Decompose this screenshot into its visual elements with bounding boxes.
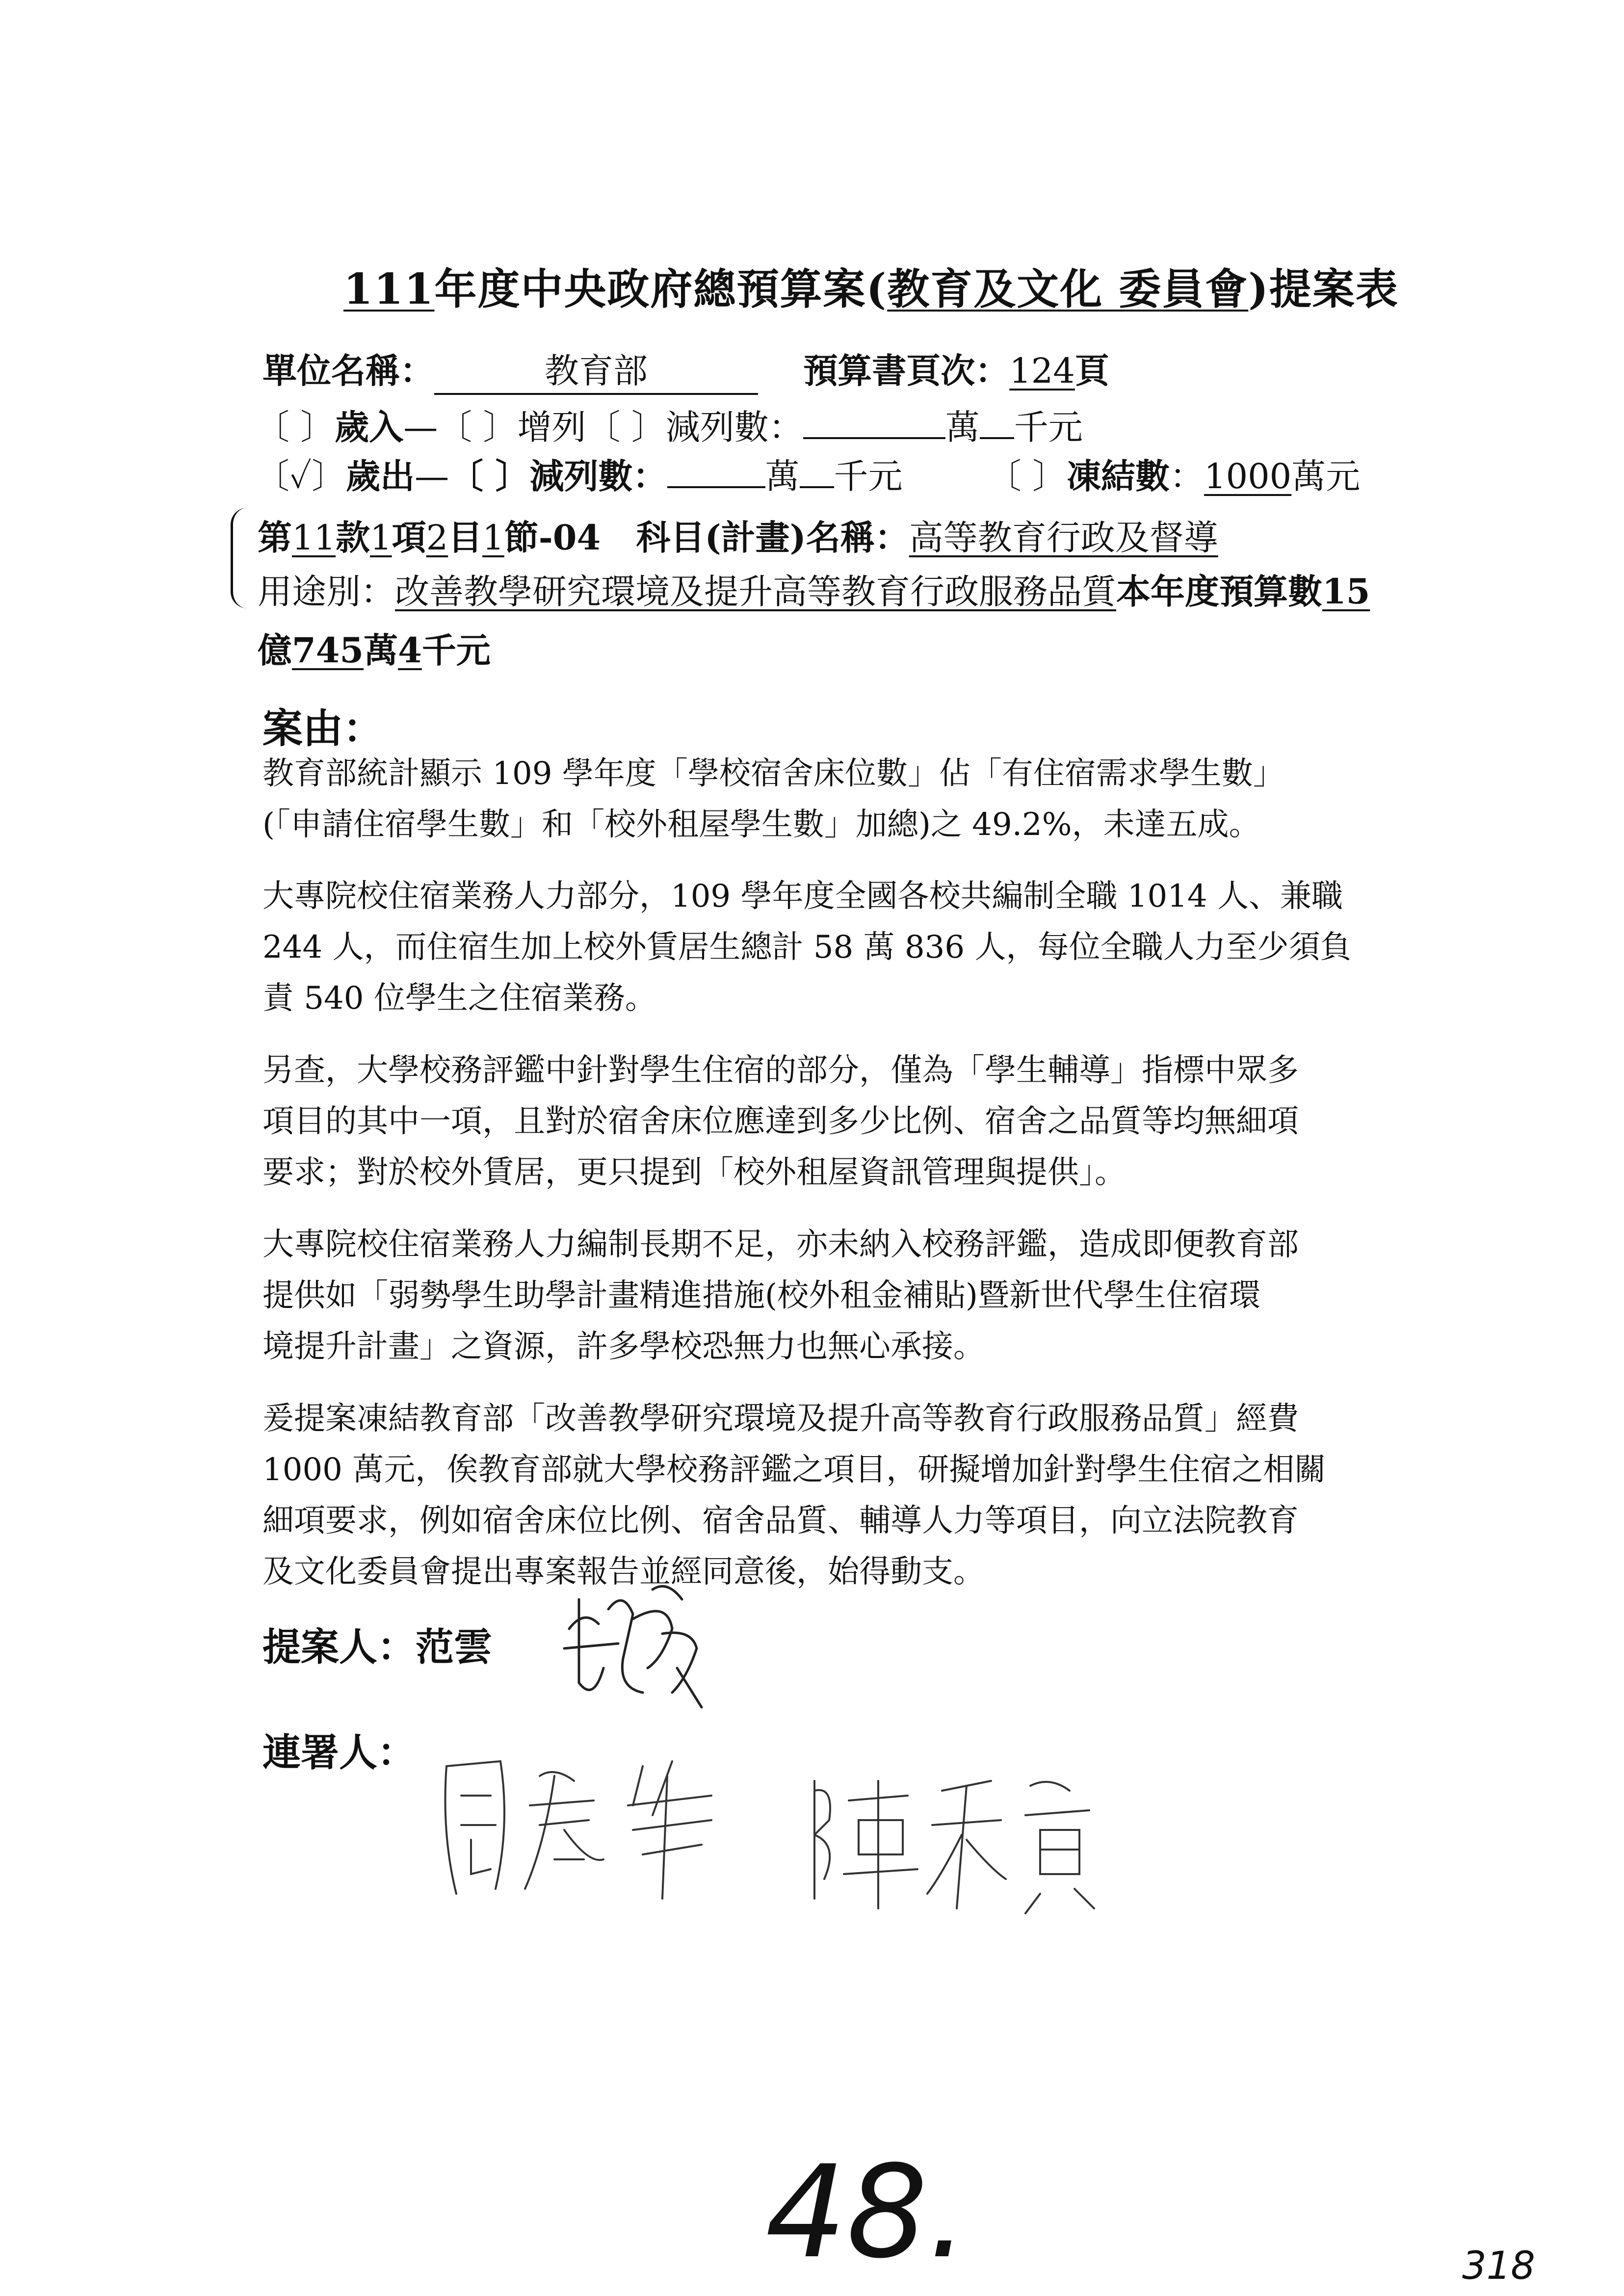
paragraph-line: 1000 萬元，俟教育部就大學校務評鑑之項目，研擬增加針對學生住宿之相關 <box>262 1452 1326 1488</box>
paragraph-line: 責 540 位學生之住宿業務。 <box>262 980 656 1017</box>
paragraph-line: 提供如「弱勢學生助學計畫精進措施(校外租金補貼)暨新世代學生住宿環 <box>262 1278 1260 1314</box>
budget-row <box>258 623 491 673</box>
paragraph-line: 大專院校住宿業務人力部分，109 學年度全國各校共編制全職 1014 人、兼職 <box>262 878 1343 914</box>
reason-heading: 案由： <box>262 705 384 752</box>
reason-paragraph-2 <box>262 871 1469 1024</box>
kuan-unit: 款 <box>336 517 370 558</box>
expense-checkbox-checked: 〔✓〕 <box>255 456 346 496</box>
revenue-label: 歲入 <box>335 407 404 447</box>
budget-yi-unit: 億 <box>258 630 292 671</box>
kuan-value: 11 <box>292 518 336 558</box>
xiang-unit: 項 <box>392 517 426 558</box>
title-year: 111 <box>343 264 435 314</box>
paragraph-line: (「申請住宿學生數」和「校外租屋學生數」加總)之 49.2%，未達五成。 <box>262 807 1260 843</box>
expense-cut-option: 〔 〕減列數： <box>449 456 667 496</box>
usage-row <box>258 564 1370 614</box>
revenue-wan-blank <box>803 407 945 439</box>
budget-wan-value: 745 <box>292 630 364 671</box>
page-number: 318 <box>1462 2244 1535 2288</box>
reason-paragraph-4 <box>262 1219 1469 1372</box>
page-title <box>343 255 1399 316</box>
cosigner-signature <box>795 1761 1109 1918</box>
freeze-colon: ： <box>1170 456 1205 496</box>
paragraph-line: 教育部統計顯示 109 學年度「學校宿舍床位數」佔「有住宿需求學生數」 <box>262 756 1284 792</box>
jie-value: 1 <box>482 518 504 558</box>
reason-paragraph-3 <box>262 1045 1469 1198</box>
proposer-row <box>262 1617 492 1671</box>
subject-label: 科目(計畫)名稱： <box>636 517 909 558</box>
reason-paragraph-5 <box>262 1393 1469 1597</box>
freeze-checkbox: 〔 〕 <box>987 456 1067 496</box>
page-ref-label: 預算書頁次： <box>803 350 1010 391</box>
subject-value: 高等教育行政及督導 <box>909 518 1218 558</box>
mu-unit: 目 <box>448 517 483 558</box>
budget-qian-value: 4 <box>398 630 422 671</box>
paragraph-line: 爰提案凍結教育部「改善教學研究環境及提升高等教育行政服務品質」經費 <box>262 1401 1299 1437</box>
expense-label: 歲出 <box>346 456 415 496</box>
unit-row <box>262 343 1109 395</box>
jie-unit: 節-04 <box>504 517 601 558</box>
proposer-label: 提案人： <box>262 1625 416 1670</box>
expense-dash: — <box>415 456 449 496</box>
proposer-signature <box>550 1570 726 1717</box>
page-ref-value: 124 <box>1009 351 1075 391</box>
paragraph-line: 細項要求，例如宿舍床位比例、宿舍品質、輔導人力等項目，向立法院教育 <box>262 1503 1299 1539</box>
unit-value: 教育部 <box>434 343 758 395</box>
kuan-prefix: 第 <box>258 517 292 558</box>
proposer-name: 范雲 <box>416 1625 493 1670</box>
revenue-qian-blank <box>980 407 1014 439</box>
expense-wan-blank <box>667 456 765 488</box>
item-bracket <box>231 508 253 608</box>
cosigner-signature <box>427 1747 741 1908</box>
paragraph-line: 大專院校住宿業務人力編制長期不足，亦未納入校務評鑑，造成即便教育部 <box>262 1226 1299 1263</box>
budget-qian-unit: 千元 <box>421 630 491 671</box>
usage-value: 改善教學研究環境及提升高等教育行政服務品質 <box>395 572 1116 612</box>
revenue-cut-option: 〔 〕減列數： <box>586 407 803 447</box>
unit-label: 單位名稱： <box>262 350 434 391</box>
freeze-label: 凍結數 <box>1067 456 1170 496</box>
paragraph-line: 要求；對於校外賃居，更只提到「校外租屋資訊管理與提供」。 <box>262 1154 1126 1191</box>
budget-yi-value: 15 <box>1322 571 1370 612</box>
expense-qian-blank <box>800 456 834 488</box>
title-committee: 教育及文化 委員會 <box>887 264 1249 314</box>
revenue-wan-unit: 萬 <box>945 407 980 447</box>
paragraph-line: 另查，大學校務評鑑中針對學生住宿的部分，僅為「學生輔導」指標中眾多 <box>262 1052 1299 1089</box>
title-post: )提案表 <box>1248 264 1399 314</box>
budget-wan-unit: 萬 <box>364 630 398 671</box>
title-pre: 年度中央政府總預算案( <box>434 264 888 314</box>
usage-label: 用途別： <box>258 572 395 612</box>
page-ref-unit: 頁 <box>1074 350 1109 391</box>
revenue-checkbox: 〔 〕 <box>255 407 335 447</box>
cosigners-label: 連署人： <box>262 1730 416 1775</box>
paragraph-line: 境提升計畫」之資源，許多學校恐無力也無心承接。 <box>262 1329 985 1365</box>
paragraph-line: 項目的其中一項，且對於宿舍床位應達到多少比例、宿舍之品質等均無細項 <box>262 1103 1299 1140</box>
freeze-value: 1000 <box>1204 456 1292 496</box>
freeze-unit: 萬元 <box>1291 456 1361 496</box>
revenue-add-option: 〔 〕增列 <box>438 407 586 447</box>
revenue-qian-unit: 千元 <box>1014 407 1083 447</box>
revenue-row <box>255 400 1083 449</box>
reason-paragraph-1 <box>262 748 1469 850</box>
mu-value: 2 <box>426 518 448 558</box>
revenue-dash: — <box>403 407 438 447</box>
expense-wan-unit: 萬 <box>765 456 800 496</box>
item-row <box>258 510 1218 560</box>
expense-row <box>255 449 1360 498</box>
budget-label: 本年度預算數 <box>1116 571 1322 612</box>
xiang-value: 1 <box>370 518 392 558</box>
expense-qian-unit: 千元 <box>834 456 903 496</box>
paragraph-line: 及文化委員會提出專案報告並經同意後，始得動支。 <box>262 1554 985 1590</box>
paragraph-line: 244 人，而住宿生加上校外賃居生總計 58 萬 836 人，每位全職人力至少須負 <box>262 929 1352 965</box>
handwritten-number: 48. <box>765 2139 969 2287</box>
